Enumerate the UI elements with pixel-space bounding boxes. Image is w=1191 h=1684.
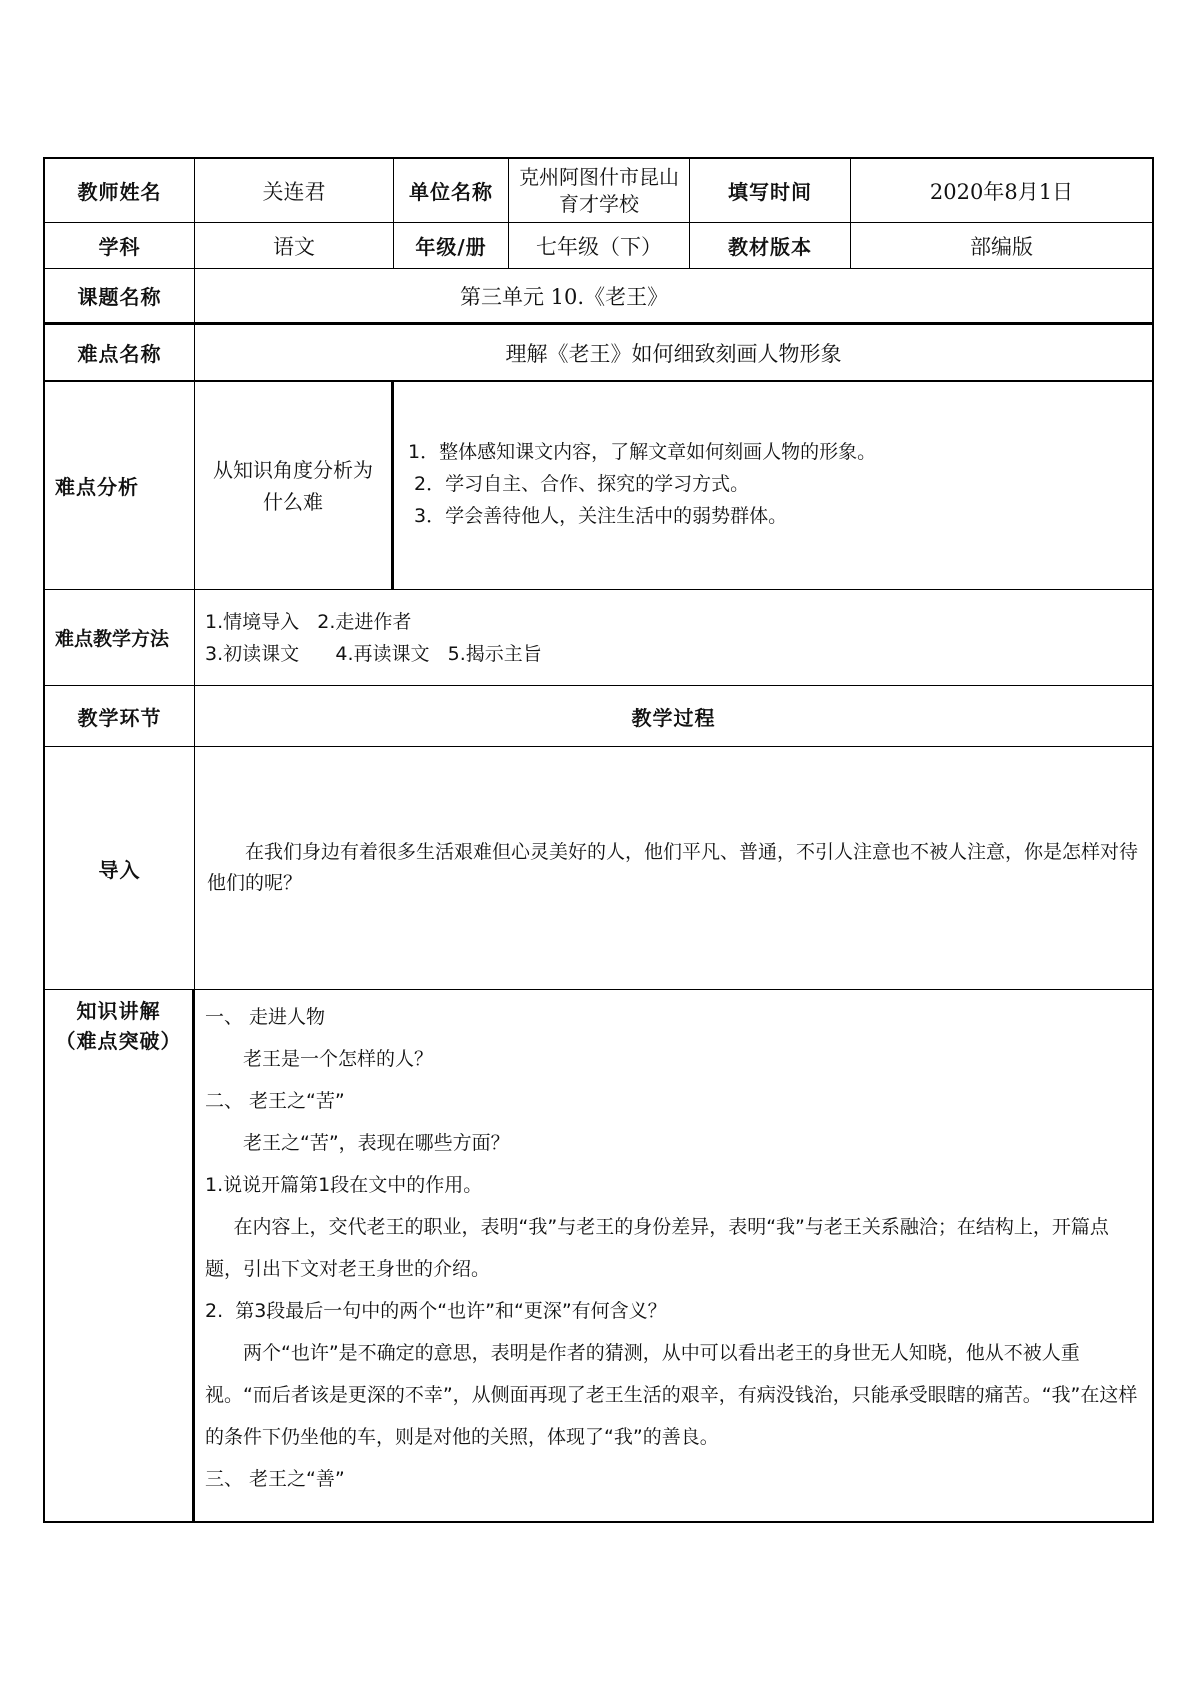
analysis-points [394, 382, 1152, 590]
teaching-method-cell [195, 590, 1152, 686]
teacher-name-label: 教师姓名 [45, 159, 195, 223]
difficulty-name-label: 难点名称 [45, 325, 195, 382]
grade-value: 七年级（下） [509, 223, 690, 269]
edition-value: 部编版 [851, 223, 1152, 269]
knowledge-label-line2: （难点突破） [55, 1029, 182, 1053]
subject-value: 语文 [195, 223, 394, 269]
intro-cell [195, 747, 1152, 990]
subject-label: 学科 [45, 223, 195, 269]
analysis-point: 2．学习自主、合作、探究的学习方式。 [414, 473, 750, 495]
analysis-point: 3．学会善待他人，关注生活中的弱势群体。 [414, 505, 788, 527]
section-3-title: 三、 老王之“善” [205, 1468, 345, 1490]
topic-label: 课题名称 [45, 269, 195, 325]
question-2: 2. 第3段最后一句中的两个“也许”和“更深”有何含义？ [205, 1300, 667, 1322]
difficulty-name-value: 理解《老王》如何细致刻画人物形象 [195, 325, 1152, 382]
unit-name-value: 克州阿图什市昆山育才学校 [509, 159, 690, 223]
answer-2: 两个“也许”是不确定的意思，表明是作者的猜测，从中可以看出老王的身世无人知晓，他从不被人重视。“而后者该是更深的不幸”，从侧面再现了老王生活的艰辛，有病没钱治，只能承受眼瞎的痛苦。“我”在这样的条件下仍坐他的车，则是对他的关照，体现了“我”的善良。 [205, 1342, 1138, 1448]
section-1-question: 老王是一个怎样的人？ [243, 1048, 434, 1070]
knowledge-cell [195, 990, 1152, 1521]
topic-value: 第三单元 10.《老王》 [195, 269, 1152, 325]
grade-label: 年级/册 [394, 223, 509, 269]
section-2-question: 老王之“苦”，表现在哪些方面？ [243, 1132, 510, 1154]
edition-label: 教材版本 [690, 223, 851, 269]
intro-text: 在我们身边有着很多生活艰难但心灵美好的人，他们平凡、普通，不引人注意也不被人注意，你是怎样对待他们的呢？ [207, 841, 1139, 894]
fill-date-value: 2020年8月1日 [851, 159, 1152, 223]
lesson-plan-table [43, 157, 1154, 1523]
teaching-method-label: 难点教学方法 [45, 590, 195, 686]
knowledge-label [45, 990, 195, 1521]
difficulty-analysis-label: 难点分析 [45, 382, 195, 590]
section-2-title: 二、 老王之“苦” [205, 1090, 345, 1112]
unit-name-label: 单位名称 [394, 159, 509, 223]
question-1: 1.说说开篇第1段在文中的作用。 [205, 1174, 483, 1196]
teaching-stage-label: 教学环节 [45, 686, 195, 747]
analysis-point: 1．整体感知课文内容，了解文章如何刻画人物的形象。 [408, 441, 877, 463]
knowledge-label-line1: 知识讲解 [76, 999, 161, 1023]
teacher-name-value: 关连君 [195, 159, 394, 223]
method-line-1: 1.情境导入 2.走进作者 [205, 610, 412, 633]
answer-1: 在内容上，交代老王的职业，表明“我”与老王的身份差异，表明“我”与老王关系融洽；在结构上，开篇点题，引出下文对老王身世的介绍。 [205, 1216, 1109, 1280]
section-1-title: 一、 走进人物 [205, 1006, 326, 1028]
knowledge-angle-cell: 从知识角度分析为什么难 [195, 382, 394, 590]
intro-label: 导入 [45, 747, 195, 990]
teaching-process-label: 教学过程 [195, 686, 1152, 747]
method-line-2: 3.初读课文 4.再读课文 5.揭示主旨 [205, 642, 542, 665]
fill-date-label: 填写时间 [690, 159, 851, 223]
